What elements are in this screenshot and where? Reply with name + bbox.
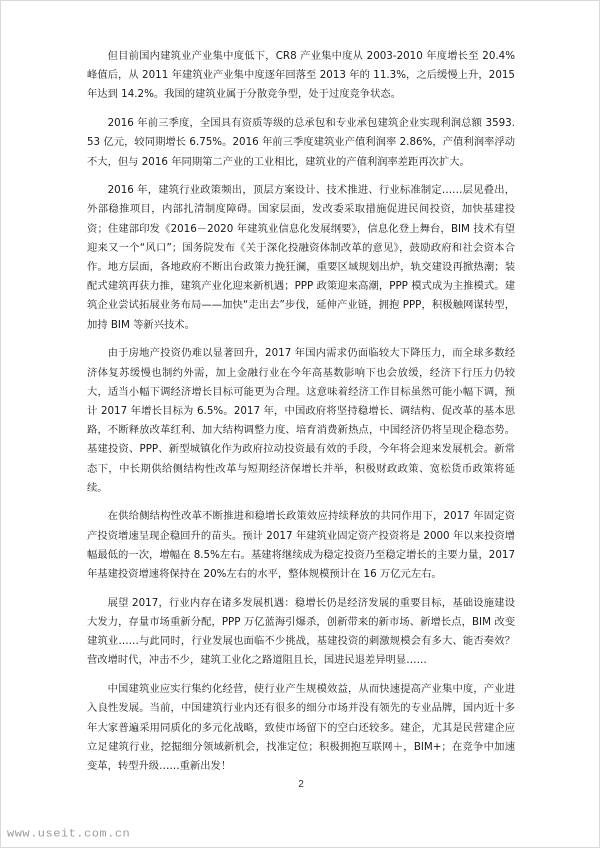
paragraph-4: 由于房地产投资仍难以显著回升，2017 年国内需求仍面临较大下降压力，而全球多数经济体复苏缓慢也制约外需，加上金融行业在今年高基数影响下也会放缓，经济下行压力仍较大，适当小幅下调经济增长目标可能更为合理。这意味着经济工作目标虽然可能小幅下调，预计 2017 年增长目标为 6.5%。2017 年，中国政府将坚持稳增长、调结构、促改革的基本思路，不断释放改革红利、加大结构调整力度、培育消费新热点，中国经济仍将呈现企稳态势。基建投资、PPP、新型城镇化作为政府拉动投资最有效的手段，今年将会迎来发展机会。新常态下，中长期供给侧结构性改革与短期经济保增长并举，积极财政政策、宽松货币政策将延续。 — [87, 347, 515, 494]
paragraph-1: 但目前国内建筑业产业集中度低下，CR8 产业集中度从 2003-2010 年度增长至 20.4%峰值后，从 2011 年建筑业产业集中度逐年回落至 2013 年的 11.3%，之后缓慢上升，2015 年达到 14.2%。我国的建筑业属于分散竞争型，处于过度竞争状态。 — [87, 50, 515, 101]
paragraph-6: 展望 2017，行业内存在诸多发展机遇：稳增长仍是经济发展的重要目标，基础设施建设大发力，存量市场重新分配，PPP 万亿蓝海引爆杀，创新带来的新市场、新增长点，BIM 改变建筑业……与此同时，行业发展也面临不少挑战，基建投资的刺激规模会有多大、能否奏效？营改增时代，冲击不少，建筑工业化之路道阻且长，国进民退差异明显…… — [87, 596, 515, 667]
paragraph-7: 中国建筑业应实行集约化经营，使行业产生规模效益，从而快速提高产业集中度，产业进入良性发展。当前，中国建筑行业内还有很多的细分市场并没有领先的专业品牌，国内近十多年大家普遍采用同质化的多元化战略，致使市场留下的空白还较多。建企，尤其是民营建企应立足建筑行业，挖掘细分领域新机会，找准定位；积极拥抱互联网＋，BIM+；在竞争中加速变革，转型升级……重新出发！ — [87, 683, 515, 772]
paragraph-5: 在供给侧结构性改革不断推进和稳增长政策效应持续释放的共同作用下，2017 年固定资产投资增速呈现企稳回升的苗头。预计 2017 年建筑业固定资产投资将是 2000 年以来投资增幅最低的一次，增幅在 8.5%左右。基建将继续成为稳定投资乃至稳定增长的主要力量，2017 年基建投资增速将保持在 20%左右的水平，整体规模预计在 16 万亿元左右。 — [87, 510, 515, 581]
paragraph-2: 2016 年前三季度，全国具有资质等级的总承包和专业承包建筑企业实现利润总额 3593.53 亿元，较同期增长 6.75%。2016 年前三季度建筑业产值利润率 2.86%，产值利润率浮动不大，但与 2016 年同期第二产业的工业相比，建筑业的产值利润率差距再次扩大。 — [87, 117, 515, 168]
paragraph-3: 2016 年，建筑行业政策频出，顶层方案设计、技术推进、行业标准制定……层见叠出，外部稳推项目，内部扎清制度障碍。国家层面，发改委采取措施促进民间投资，加快基建投资；住建部印发《2016－2020 年建筑业信息化发展纲要》，信息化登上舞台，BIM 技术有望迎来又一个“风口”；国务院发布《关于深化投融资体制改革的意见》，鼓励政府和社会资本合作。地方层面，各地政府不断出台政策力挽狂澜，重要区域规划出炉，轨交建设再掀热潮；装配式建筑再获力推，建筑产业化迎来新机遇；PPP 政策迎来高潮，PPP 模式成为主推模式。建筑企业尝试拓展业务布局——加快“走出去”步伐，延伸产业链，拥抱 PPP，积极触网谋转型，加持 BIM 等新兴技术。 — [87, 184, 515, 331]
page-number: 2 — [298, 779, 304, 790]
watermark-url: www.useit.com.cn — [7, 827, 131, 841]
body-text — [87, 47, 515, 786]
